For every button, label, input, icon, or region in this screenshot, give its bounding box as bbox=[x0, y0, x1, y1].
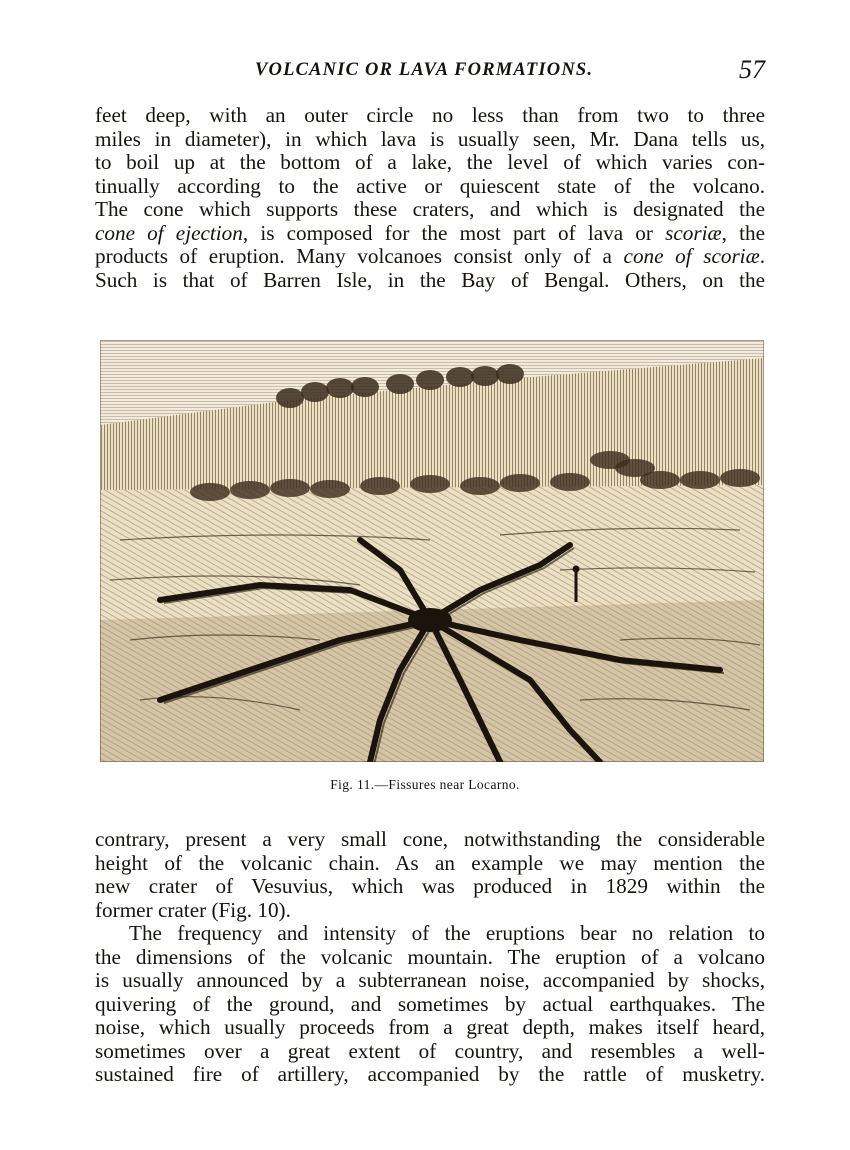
text-line: former crater (Fig. 10). bbox=[95, 897, 291, 922]
tree bbox=[351, 377, 379, 397]
fissures-engraving bbox=[100, 340, 764, 762]
bush bbox=[680, 471, 720, 489]
text-line: cone of ejection, is composed for the most part of lava or scoriæ, the bbox=[95, 220, 765, 245]
bush bbox=[550, 473, 590, 491]
text-line: sometimes over a great extent of country, and resembles a well- bbox=[95, 1038, 765, 1063]
text-line: tinually according to the active or quiescent state of the volcano. bbox=[95, 173, 765, 198]
tree bbox=[386, 374, 414, 394]
bush bbox=[460, 477, 500, 495]
figure-caption: Fig. 11.—Fissures near Locarno. bbox=[330, 777, 520, 792]
bush bbox=[190, 483, 230, 501]
bush bbox=[500, 474, 540, 492]
bush bbox=[230, 481, 270, 499]
text-line: quivering of the ground, and sometimes by actual earthquakes. The bbox=[95, 991, 765, 1016]
bush bbox=[640, 471, 680, 489]
text-line: miles in diameter), in which lava is usually seen, Mr. Dana tells us, bbox=[95, 126, 765, 151]
tree bbox=[471, 366, 499, 386]
running-title: VOLCANIC OR LAVA FORMATIONS. bbox=[255, 60, 594, 80]
text-line: The frequency and intensity of the eruptions bear no relation to bbox=[129, 921, 765, 945]
paragraph-bottom bbox=[95, 828, 765, 1087]
text-line: height of the volcanic chain. As an example we may mention the bbox=[95, 850, 765, 875]
italic-term: scoriæ bbox=[665, 220, 722, 245]
bush bbox=[310, 480, 350, 498]
text-line: contrary, present a very small cone, notwithstanding the considerable bbox=[95, 827, 765, 851]
page-number: 57 bbox=[739, 55, 765, 84]
text-line: Such is that of Barren Isle, in the Bay of Bengal. Others, on the bbox=[95, 267, 765, 292]
running-head bbox=[95, 55, 765, 90]
fissure-centre bbox=[408, 608, 452, 632]
text-line: the dimensions of the volcanic mountain. The eruption of a volcano bbox=[95, 944, 765, 969]
text-line: feet deep, with an outer circle no less than from two to three bbox=[95, 103, 765, 127]
italic-term: cone of ejection bbox=[95, 220, 243, 245]
bush bbox=[360, 477, 400, 495]
tree bbox=[446, 367, 474, 387]
engraving-figure bbox=[100, 340, 764, 762]
italic-term: cone of scoriæ bbox=[623, 244, 760, 268]
text-line: new crater of Vesuvius, which was produced in 1829 within the bbox=[95, 874, 765, 898]
bush bbox=[720, 469, 760, 487]
tree bbox=[416, 370, 444, 390]
bush bbox=[410, 475, 450, 493]
tree bbox=[276, 388, 304, 408]
bush bbox=[270, 479, 310, 497]
text-line: to boil up at the bottom of a lake, the level of which varies con- bbox=[95, 150, 765, 174]
tree bbox=[326, 378, 354, 398]
text-line: is usually announced by a subterranean noise, accompanied by shocks, bbox=[95, 968, 765, 992]
text-line: products of eruption. Many volcanoes consist only of a cone of scoriæ. bbox=[95, 244, 766, 268]
paragraph-top bbox=[95, 104, 765, 292]
text-line: The cone which supports these craters, and which is designated the bbox=[95, 197, 765, 221]
tree bbox=[301, 382, 329, 402]
text-line: sustained fire of artillery, accompanied by the rattle of musketry. bbox=[95, 1062, 765, 1086]
human-figure-head bbox=[573, 566, 580, 573]
text-line: noise, which usually proceeds from a great depth, makes itself heard, bbox=[95, 1015, 765, 1039]
tree bbox=[496, 364, 524, 384]
